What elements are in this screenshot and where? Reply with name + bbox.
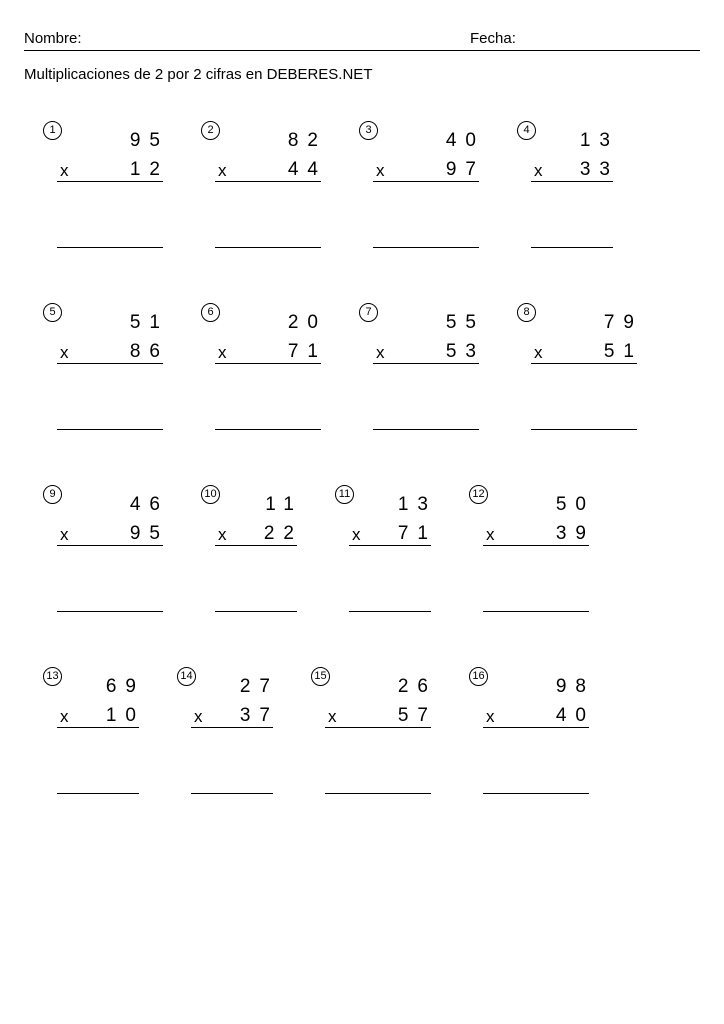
problem-number-badge: 6: [201, 303, 220, 322]
answer-line[interactable]: [215, 429, 321, 430]
multiplicand: 40: [445, 130, 485, 151]
operation-rule: [57, 545, 163, 546]
problem-number-badge: 15: [311, 667, 330, 686]
operation-rule: [215, 181, 321, 182]
multiply-sign: x: [534, 161, 543, 180]
operation-rule: [483, 545, 589, 546]
multiplicand: 20: [287, 312, 327, 333]
multiply-sign: x: [486, 707, 495, 726]
date-label: Fecha:: [470, 30, 516, 47]
answer-line[interactable]: [215, 611, 297, 612]
multiplier: 95: [129, 523, 169, 544]
problem-number-badge: 16: [469, 667, 488, 686]
multiplier: 71: [397, 523, 437, 544]
multiplier: 71: [287, 341, 327, 362]
answer-line[interactable]: [531, 429, 637, 430]
multiply-sign: x: [218, 525, 227, 544]
problem-number-badge: 7: [359, 303, 378, 322]
answer-line[interactable]: [531, 247, 613, 248]
multiply-sign: x: [194, 707, 203, 726]
problem-number-badge: 14: [177, 667, 196, 686]
operation-rule: [325, 727, 431, 728]
multiplicand: 11: [265, 494, 303, 515]
operation-rule: [531, 363, 637, 364]
operation-rule: [349, 545, 431, 546]
multiply-sign: x: [352, 525, 361, 544]
multiply-sign: x: [534, 343, 543, 362]
operation-rule: [373, 363, 479, 364]
multiplicand: 55: [445, 312, 485, 333]
name-label: Nombre:: [24, 30, 82, 47]
multiplier: 10: [105, 705, 145, 726]
multiplier: 44: [287, 159, 327, 180]
operation-rule: [191, 727, 273, 728]
multiply-sign: x: [218, 343, 227, 362]
problem-number-badge: 10: [201, 485, 220, 504]
multiplicand: 13: [397, 494, 437, 515]
problem-number-badge: 9: [43, 485, 62, 504]
problem-number-badge: 11: [335, 485, 354, 504]
answer-line[interactable]: [215, 247, 321, 248]
answer-line[interactable]: [349, 611, 431, 612]
operation-rule: [373, 181, 479, 182]
multiplicand: 79: [603, 312, 643, 333]
multiplier: 37: [239, 705, 279, 726]
multiplier: 33: [579, 159, 619, 180]
answer-line[interactable]: [57, 793, 139, 794]
multiplicand: 46: [129, 494, 169, 515]
multiply-sign: x: [218, 161, 227, 180]
problem-number-badge: 2: [201, 121, 220, 140]
multiplier: 40: [555, 705, 595, 726]
answer-line[interactable]: [483, 793, 589, 794]
multiply-sign: x: [60, 343, 69, 362]
multiplier: 51: [603, 341, 643, 362]
answer-line[interactable]: [191, 793, 273, 794]
answer-line[interactable]: [57, 247, 163, 248]
multiplicand: 50: [555, 494, 595, 515]
operation-rule: [215, 545, 297, 546]
multiplicand: 69: [105, 676, 145, 697]
multiplier: 86: [129, 341, 169, 362]
multiplier: 53: [445, 341, 485, 362]
multiplier: 57: [397, 705, 437, 726]
problem-number-badge: 3: [359, 121, 378, 140]
multiply-sign: x: [60, 525, 69, 544]
answer-line[interactable]: [373, 429, 479, 430]
header-rule: [24, 50, 700, 51]
problem-number-badge: 8: [517, 303, 536, 322]
multiplicand: 13: [579, 130, 619, 151]
problem-number-badge: 1: [43, 121, 62, 140]
operation-rule: [483, 727, 589, 728]
operation-rule: [57, 181, 163, 182]
multiplier: 97: [445, 159, 485, 180]
answer-line[interactable]: [483, 611, 589, 612]
worksheet-subtitle: Multiplicaciones de 2 por 2 cifras en DEBERES.NET: [24, 66, 373, 83]
multiply-sign: x: [60, 707, 69, 726]
operation-rule: [215, 363, 321, 364]
operation-rule: [531, 181, 613, 182]
answer-line[interactable]: [325, 793, 431, 794]
problem-number-badge: 5: [43, 303, 62, 322]
problem-number-badge: 4: [517, 121, 536, 140]
answer-line[interactable]: [57, 429, 163, 430]
multiplicand: 95: [129, 130, 169, 151]
multiplier: 12: [129, 159, 169, 180]
multiplicand: 82: [287, 130, 327, 151]
multiply-sign: x: [60, 161, 69, 180]
multiply-sign: x: [486, 525, 495, 544]
operation-rule: [57, 727, 139, 728]
multiplicand: 26: [397, 676, 437, 697]
multiply-sign: x: [376, 161, 385, 180]
multiplicand: 27: [239, 676, 279, 697]
answer-line[interactable]: [57, 611, 163, 612]
multiplicand: 51: [129, 312, 169, 333]
multiply-sign: x: [328, 707, 337, 726]
answer-line[interactable]: [373, 247, 479, 248]
problem-number-badge: 12: [469, 485, 488, 504]
multiplier: 39: [555, 523, 595, 544]
multiplicand: 98: [555, 676, 595, 697]
multiply-sign: x: [376, 343, 385, 362]
multiplier: 22: [263, 523, 303, 544]
problem-number-badge: 13: [43, 667, 62, 686]
operation-rule: [57, 363, 163, 364]
